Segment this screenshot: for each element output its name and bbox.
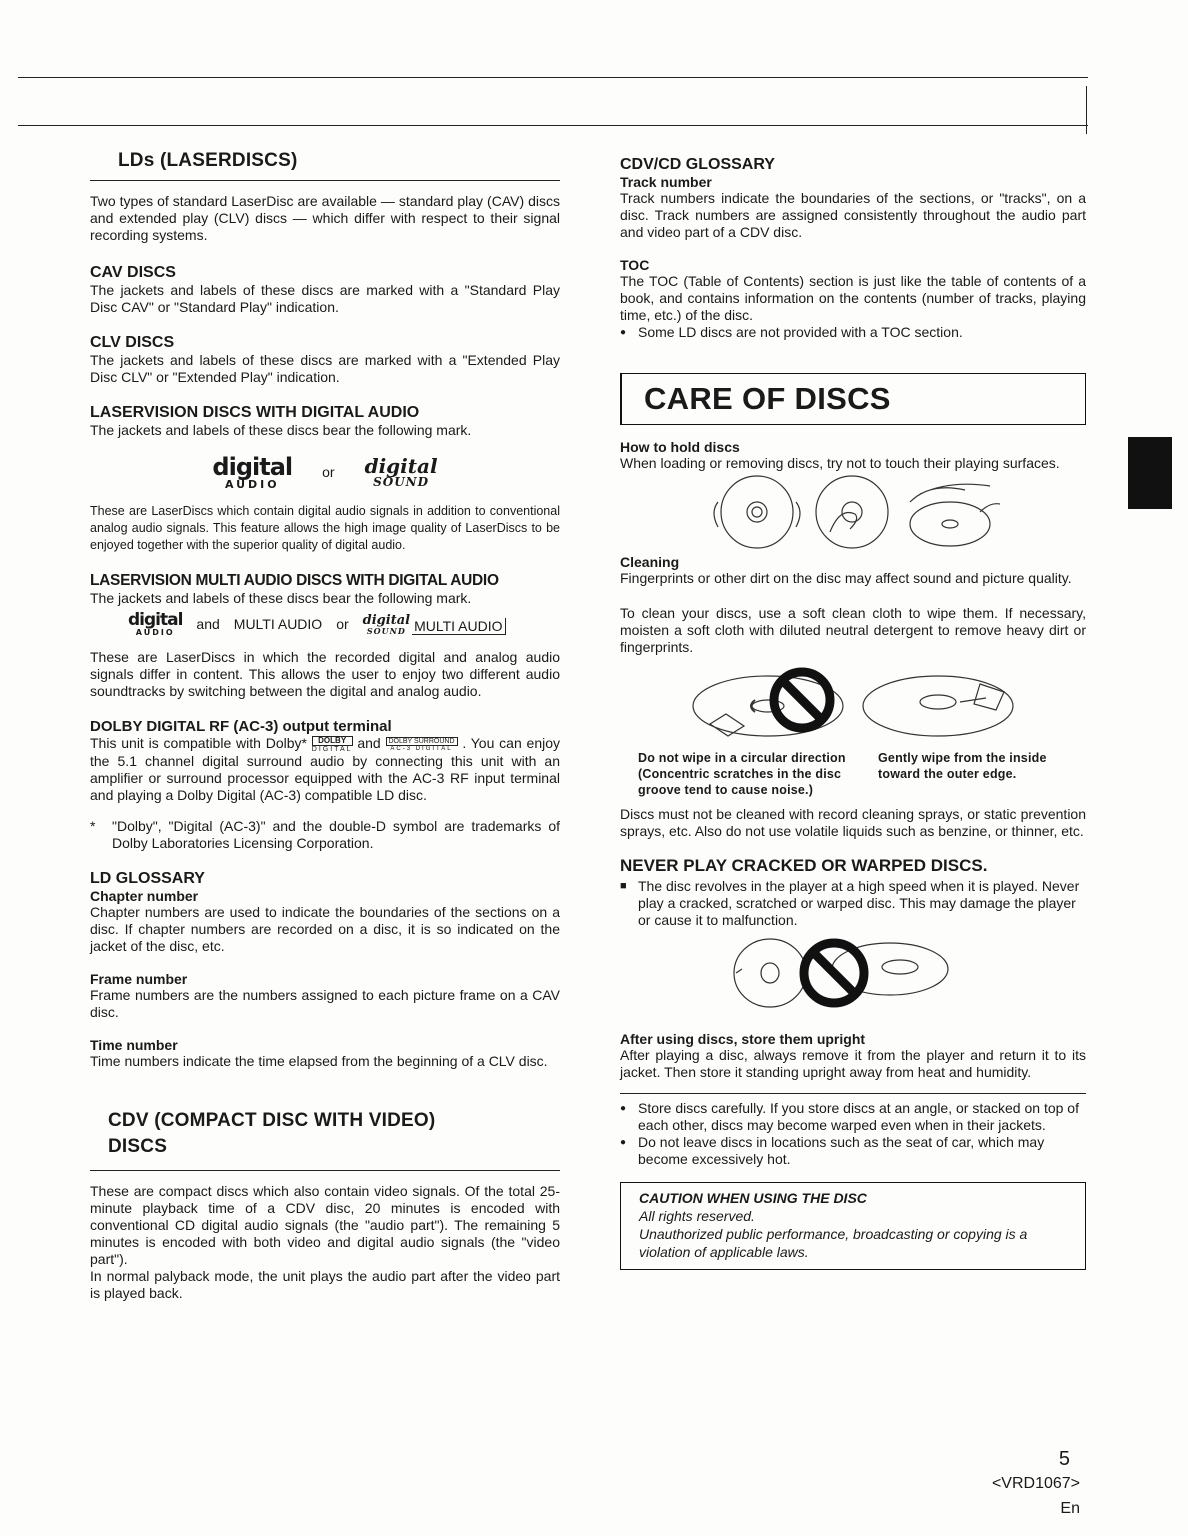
- cdv-text-2: In normal palyback mode, the unit plays the audio part after the video part is played back.: [90, 1267, 560, 1301]
- language-code: En: [1060, 1500, 1080, 1517]
- lds-heading: LDs (LASERDISCS): [118, 150, 298, 171]
- right-column: [620, 156, 1086, 1270]
- store-bullets: [620, 1100, 1086, 1168]
- track-heading: Track number: [620, 174, 712, 190]
- dolby-surround-logo: DOLBY SURROUND AC-3 DIGITAL: [386, 737, 458, 752]
- caution-title: CAUTION WHEN USING THE DISC: [639, 1190, 867, 1206]
- dolby-note: * "Dolby", "Digital (AC-3)" and the double-D symbol are trademarks of Dolby Laboratories Licensing Corporation.: [90, 817, 560, 851]
- digital-audio-logo-small: digital AUDIO: [128, 609, 183, 637]
- header-rule: [18, 125, 1088, 126]
- lv-multi-text: The jackets and labels of these discs bear the following mark.: [90, 590, 472, 606]
- header-vertical-rule: [1086, 86, 1087, 134]
- track-text: Track numbers indicate the boundaries of the sections, or "tracks", on a disc. Track numbers are assigned consistently throughout the audio part and video part of a CDV disc.: [620, 190, 1086, 240]
- cdv-heading: CDV (COMPACT DISC WITH VIDEO) DISCS: [108, 1109, 436, 1157]
- clv-text: The jackets and labels of these discs are marked with a "Extended Play Disc CLV" or "Extended Play" indication.: [90, 352, 560, 385]
- cleaning-heading: Cleaning: [620, 554, 680, 570]
- digital-audio-logos: [90, 451, 560, 493]
- upright-rule: [620, 1093, 1086, 1094]
- cav-text: The jackets and labels of these discs are marked with a "Standard Play Disc CAV" or "Standard Play" indication.: [90, 282, 560, 315]
- dolby-text: This unit is compatible with Dolby* DOLBY DIGITAL and DOLBY SURROUND AC-3 DIGITAL . You can enjoy the 5.1 channel digital surround audio by connecting this unit with an amplifier or surround processor equipped with the AC-3 RF input terminal and playing a Dolby Digital (AC-3) compatible LD disc.: [90, 735, 561, 803]
- clv-heading: CLV DISCS: [90, 334, 175, 351]
- toc-bullets: [620, 324, 1086, 341]
- caution-line-2: Unauthorized public performance, broadcasting or copying is a violation of applicable laws.: [639, 1226, 1028, 1260]
- store-bullet-1: ● Store discs carefully. If you store discs at an angle, or stacked on top of each other, discs may become warped even when in their jackets.: [620, 1100, 1086, 1134]
- multi-and: and: [196, 616, 220, 632]
- multi-audio-text: MULTI AUDIO: [233, 616, 323, 632]
- dolby-heading: DOLBY DIGITAL RF (AC-3) output terminal: [90, 718, 392, 735]
- care-of-discs-title: CARE OF DISCS: [620, 373, 1086, 425]
- caption-right-wipe: Gently wipe from the inside toward the outer edge.: [878, 751, 1047, 781]
- left-column: [90, 150, 560, 1302]
- toc-bullet: ● Some LD discs are not provided with a TOC section.: [620, 324, 1086, 341]
- top-rule: [18, 77, 1088, 78]
- lv-digital-heading: LASERVISION DISCS WITH DIGITAL AUDIO: [90, 404, 420, 421]
- upright-heading: After using discs, store them upright: [620, 1031, 866, 1047]
- wiping-illustration: [620, 662, 1086, 744]
- cdv-cd-glossary-heading: CDV/CD GLOSSARY: [620, 156, 775, 173]
- model-code: <VRD1067>: [991, 1475, 1080, 1492]
- lv-digital-desc: These are LaserDiscs which contain digital audio signals in addition to conventional analog audio signals. This feature allows the high image quality of LaserDiscs to be enjoyed together with the superior quality of digital audio.: [90, 504, 560, 552]
- never-play-bullet: ■ The disc revolves in the player at a high speed when it is played. Never play a cracked, scratched or warped disc. This may damage the player or cause it to malfunction.: [620, 878, 1086, 929]
- cav-heading: CAV DISCS: [90, 264, 176, 281]
- ld-glossary-heading: LD GLOSSARY: [90, 869, 205, 887]
- digital-audio-logo: digital AUDIO: [212, 452, 293, 491]
- frame-text: Frame numbers are the numbers assigned to each picture frame on a CAV disc.: [90, 986, 560, 1020]
- sprays-text: Discs must not be cleaned with record cleaning sprays, or static prevention sprays, etc. Also do not use volatile liquids such as benzine, or thinner, etc.: [620, 806, 1086, 839]
- cdv-text-1: These are compact discs which also contain video signals. Of the total 25-minute playback time of a CDV disc, 20 minutes is encoded with conventional CD digital audio signals (the "audio part"). The remaining 5 minutes is encoded with both video and digital audio signals (the "video part").: [90, 1182, 560, 1267]
- digital-sound-logo: digital SOUND: [364, 454, 438, 489]
- caption-wrong-wipe: Do not wipe in a circular direction (Concentric scratches in the disc groove tend to cause noise.): [638, 751, 846, 797]
- upright-text: After playing a disc, always remove it from the player and return it to its jacket. Then store it standing upright away from heat and humidity.: [620, 1047, 1086, 1080]
- toc-heading: TOC: [620, 257, 650, 273]
- lv-multi-desc: These are LaserDiscs in which the recorded digital and analog audio signals differ in content. This allows the user to enjoy two different audio soundtracks by switching between the digital and analog audio.: [90, 649, 560, 699]
- caution-box: [620, 1182, 1086, 1270]
- cleaning-text-1: Fingerprints or other dirt on the disc may affect sound and picture quality.: [620, 570, 1072, 586]
- multi-audio-logos: [128, 609, 560, 639]
- lv-digital-text: The jackets and labels of these discs bear the following mark.: [90, 422, 472, 438]
- dolby-digital-logo: DOLBY DIGITAL: [311, 735, 353, 753]
- section-tab-marker: [1128, 437, 1172, 509]
- never-play-bullets: [620, 878, 1086, 929]
- time-heading: Time number: [90, 1036, 178, 1053]
- lds-intro: Two types of standard LaserDisc are available — standard play (CAV) discs and extended play (CLV) discs — which differ with respect to their signal recording systems.: [90, 193, 560, 243]
- lv-multi-heading: LASERVISION MULTI AUDIO DISCS WITH DIGITAL AUDIO: [90, 572, 499, 589]
- cleaning-text-2: To clean your discs, use a soft clean cloth to wipe them. If necessary, moisten a soft cloth with diluted neutral detergent to remove heavy dirt or fingerprints.: [620, 605, 1086, 655]
- chapter-heading: Chapter number: [90, 887, 199, 904]
- holding-discs-illustration: [620, 472, 1086, 550]
- frame-heading: Frame number: [90, 970, 188, 987]
- prohibited-icon: [804, 943, 864, 1003]
- cdv-heading-rule: [90, 1170, 560, 1171]
- digital-sound-multi-audio-logo: digital SOUND MULTI AUDIO: [363, 614, 506, 635]
- prohibited-icon: [774, 672, 830, 728]
- never-play-heading: NEVER PLAY CRACKED OR WARPED DISCS.: [620, 856, 988, 875]
- hold-heading: How to hold discs: [620, 439, 740, 455]
- lds-heading-rule: [90, 180, 560, 181]
- caution-line-1: All rights reserved.: [639, 1208, 755, 1224]
- cracked-disc-illustration: [620, 935, 1086, 1017]
- multi-or: or: [336, 616, 349, 632]
- time-text: Time numbers indicate the time elapsed from the beginning of a CLV disc.: [90, 1052, 548, 1069]
- store-bullet-2: ● Do not leave discs in locations such as the seat of car, which may become excessively hot.: [620, 1134, 1086, 1168]
- wiping-captions: [638, 750, 1086, 798]
- toc-text: The TOC (Table of Contents) section is just like the table of contents of a book, and contains information on the contents (number of tracks, playing time, etc.) of the disc.: [620, 273, 1086, 323]
- logo-or: or: [322, 464, 335, 480]
- chapter-text: Chapter numbers are used to indicate the boundaries of the sections on a disc. If chapter numbers are recorded on a disc, it is so indicated on the jacket of the disc, etc.: [90, 903, 560, 954]
- hold-text: When loading or removing discs, try not to touch their playing surfaces.: [620, 455, 1060, 471]
- page-number: 5: [1058, 1448, 1070, 1470]
